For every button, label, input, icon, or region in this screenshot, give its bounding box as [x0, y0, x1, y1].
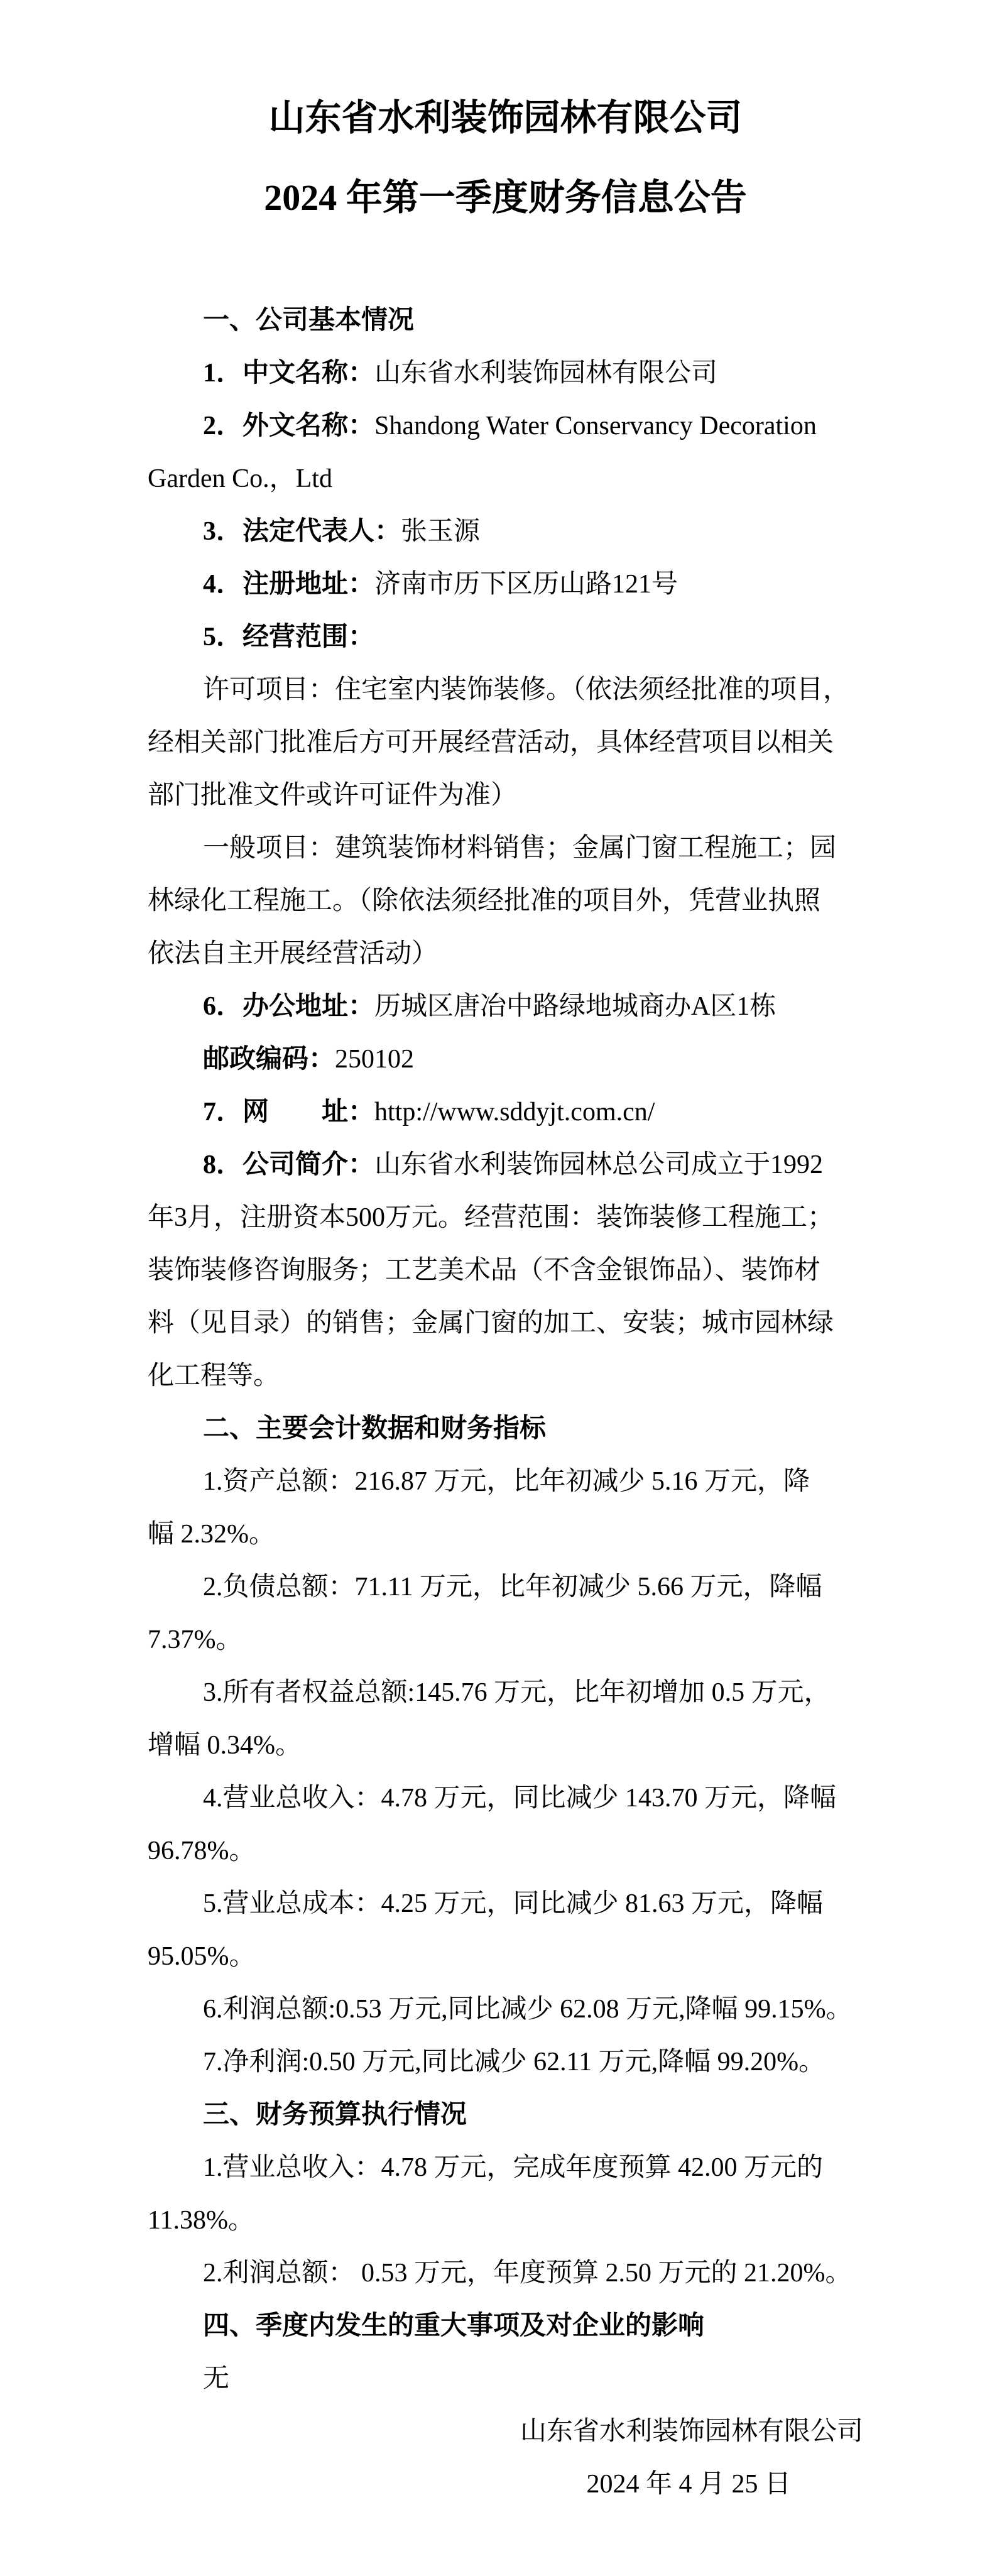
- paragraph-line: 依法自主开展经营活动）: [148, 939, 439, 968]
- paragraph-line: 96.78%。: [148, 1836, 256, 1865]
- paragraph-general-projects: 一般项目：建筑装饰材料销售；金属门窗工程施工；园: [203, 834, 837, 863]
- item-legal-representative: 3．法定代表人：张玉源: [203, 517, 481, 546]
- item-budget-profit: 2.利润总额： 0.53 万元，年度预算 2.50 万元的 21.20%。: [203, 2259, 852, 2288]
- item-office-address: 6．办公地址：历城区唐冶中路绿地城商办A区1栋: [203, 992, 776, 1021]
- document-title-line2: 2024 年第一季度财务信息公告: [264, 177, 747, 218]
- item-total-operating-cost: 5.营业总成本：4.25 万元，同比减少 81.63 万元，降幅: [203, 1889, 824, 1918]
- paragraph-line: 7.37%。: [148, 1625, 242, 1654]
- item-foreign-name: 2．外文名称：Shandong Water Conservancy Decoration: [203, 412, 817, 440]
- item-total-profit: 6.利润总额:0.53 万元,同比减少 62.08 万元,降幅 99.15%。: [203, 1995, 853, 2024]
- paragraph-line: 11.38%。: [148, 2206, 254, 2235]
- website-url: http://www.sddyjt.com.cn/: [374, 1098, 655, 1127]
- item-budget-revenue: 1.营业总收入：4.78 万元，完成年度预算 42.00 万元的: [203, 2153, 824, 2182]
- item-company-profile: 8．公司简介：山东省水利装饰园林总公司成立于1992: [203, 1150, 824, 1179]
- paragraph-line: 装饰装修咨询服务；工艺美术品（不含金银饰品）、装饰材: [148, 1256, 821, 1285]
- document-body: [148, 294, 863, 2511]
- section-heading-major-events: 四、季度内发生的重大事项及对企业的影响: [203, 2311, 705, 2340]
- item-owners-equity: 3.所有者权益总额:145.76 万元，比年初增加 0.5 万元，: [203, 1678, 831, 1707]
- paragraph-line: 经相关部门批准后方可开展经营活动，具体经营项目以相关: [148, 728, 834, 757]
- item-net-profit: 7.净利润:0.50 万元,同比减少 62.11 万元,降幅 99.20%。: [203, 2048, 825, 2077]
- signature-date: 2024 年 4 月 25 日: [586, 2470, 791, 2499]
- item-chinese-name: 1．中文名称：山东省水利装饰园林有限公司: [203, 359, 718, 388]
- paragraph-line: 年3月，注册资本500万元。经营范围：装饰装修工程施工；: [148, 1203, 834, 1232]
- item-total-assets: 1.资产总额：216.87 万元，比年初减少 5.16 万元，降: [203, 1467, 810, 1496]
- document-title-line1: 山东省水利装饰园林有限公司: [268, 97, 743, 138]
- item-website: 7．网 址：http://www.sddyjt.com.cn/: [203, 1098, 655, 1127]
- paragraph-line: 增幅 0.34%。: [148, 1731, 302, 1760]
- item-postal-code: 邮政编码：250102: [203, 1045, 415, 1074]
- paragraph-licensed-projects: 许可项目：住宅室内装饰装修。（依法须经批准的项目，: [203, 675, 850, 704]
- item-registered-address: 4．注册地址：济南市历下区历山路121号: [203, 570, 678, 599]
- paragraph-line: 幅 2.32%。: [148, 1520, 275, 1549]
- item-business-scope: 5．经营范围：: [203, 623, 375, 652]
- section-heading-budget-execution: 三、财务预算执行情况: [203, 2100, 467, 2129]
- item-foreign-name-continuation: Garden Co.，Ltd: [148, 464, 332, 493]
- section-heading-company-info: 一、公司基本情况: [203, 306, 415, 335]
- item-total-liabilities: 2.负债总额：71.11 万元，比年初减少 5.66 万元，降幅: [203, 1573, 822, 1602]
- paragraph-line: 化工程等。: [148, 1362, 280, 1390]
- signature-company-name: 山东省水利装饰园林有限公司: [520, 2417, 863, 2446]
- section-heading-financial-data: 二、主要会计数据和财务指标: [203, 1414, 547, 1443]
- paragraph-line: 林绿化工程施工。（除依法须经批准的项目外，凭营业执照: [148, 887, 821, 915]
- paragraph-line: 料（见目录）的销售；金属门窗的加工、安装；城市园林绿: [148, 1309, 834, 1338]
- major-events-none: 无: [203, 2364, 230, 2393]
- paragraph-line: 部门批准文件或许可证件为准）: [148, 781, 518, 810]
- item-total-revenue: 4.营业总收入：4.78 万元，同比减少 143.70 万元，降幅: [203, 1784, 837, 1813]
- paragraph-line: 95.05%。: [148, 1942, 256, 1971]
